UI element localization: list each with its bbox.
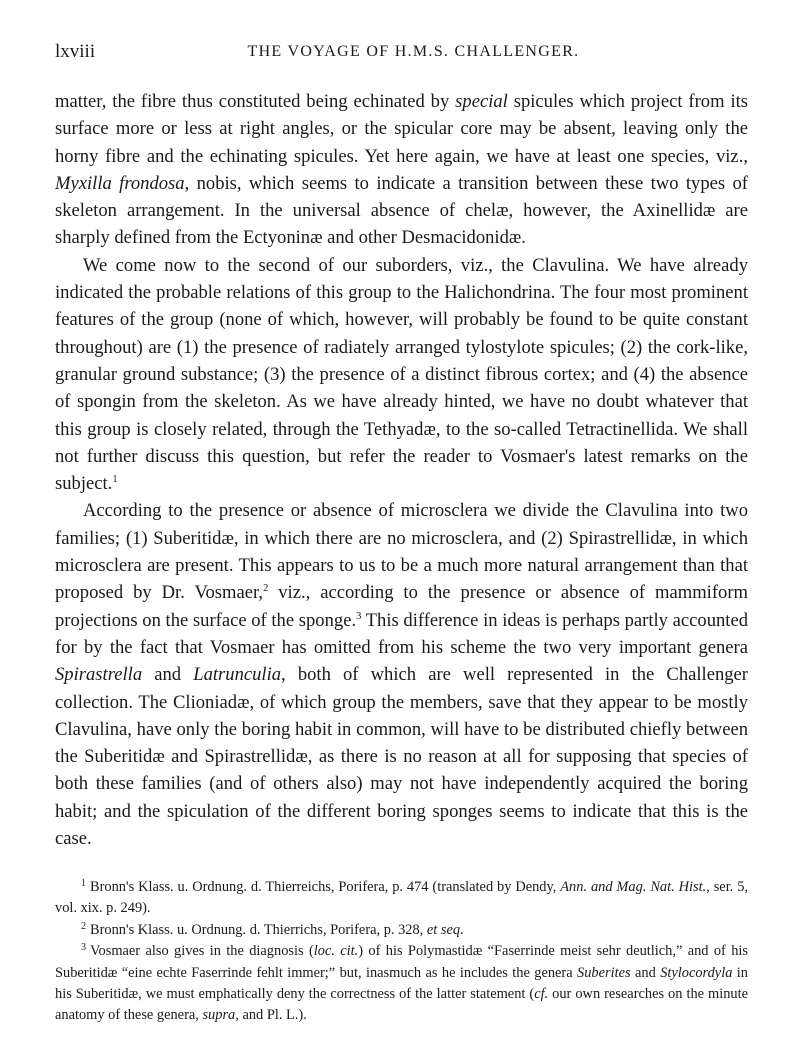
paragraph-1 — [55, 88, 748, 252]
text-run: , both of which are well represented in the Challenger collection. The Clioniadæ, of which group the members, save that they appear to be mostly Clavulina, have only the boring habit in common, will have to be distributed chiefly between the Suberitidæ and Spirastrellidæ, as there is no reason at all for supposing that species of both these families (and of others also) may not have independently acquired the boring habit; and the spiculation of the different boring sponges seems to indicate that this is the case. — [55, 664, 748, 850]
footnotes — [55, 877, 748, 1027]
italic-genus-suberites: Suberites — [577, 964, 631, 981]
footnote-number: 3 — [81, 942, 86, 954]
italic-loc-cit: loc. cit. — [313, 943, 359, 960]
text-run: spicules which project from its surface more or less at right angles, or the spicular core may be absent, leaving only the horny fibre and the echinating spicules. Yet here again, we have at least one species, viz., — [55, 91, 749, 167]
text-run: in his Suberitidæ, we must emphatically deny the correctness of the latter statement ( — [55, 964, 748, 1003]
footnote-number: 1 — [81, 878, 86, 889]
footnote-number: 2 — [81, 920, 86, 932]
paragraph-2 — [55, 252, 748, 498]
page-header — [55, 41, 748, 65]
text-run: . — [460, 921, 464, 938]
text-run: , ser. 5, vol. xix. p. 249). — [55, 879, 748, 917]
text-run: matter, the fibre thus constituted being echinated by — [55, 91, 456, 112]
italic-genus-stylocordyla: Stylocordyla — [660, 964, 733, 981]
footnote-2 — [55, 920, 748, 941]
text-run: and — [630, 964, 661, 981]
text-run: ) of his Polymastidæ “Faserrinde meist sehr deutlich,” and of his Suberitidæ “eine echte Faserrinde fehlt immer;” but, inasmuch as he includes the genera — [55, 943, 749, 981]
italic-term-special: special — [455, 91, 508, 112]
footnote-3 — [55, 941, 748, 1027]
running-title: THE VOYAGE OF H.M.S. CHALLENGER. — [247, 43, 580, 60]
text-run: According to the presence or absence of microsclera we divide the Clavulina into two families; (1) Suberitidæ, in which there are no microsclera, and (2) Spirastrellidæ, in which microsclera are present. This appears to us to be a much more natural arrangement than that proposed by Dr. Vosmaer, — [55, 500, 748, 604]
text-run: , nobis, which seems to indicate a transition between these two types of skeleton arrangement. In the universal absence of chelæ, however, the Axinellidæ are sharply defined from the Ectyoninæ and other Desmacidonidæ. — [55, 172, 748, 249]
text-run: , and Pl. L.). — [235, 1007, 307, 1024]
body-text — [55, 88, 748, 852]
footnote-ref-2[interactable]: 2 — [263, 583, 269, 595]
text-run: This difference in ideas is perhaps partly accounted for by the fact that Vosmaer has omitted from his scheme the two very important genera — [55, 609, 749, 658]
italic-species-myxilla-frondosa: Myxilla frondosa — [55, 172, 185, 194]
text-run: viz., according to the presence or absence of mammiform projections on the surface of the sponge. — [55, 582, 748, 631]
italic-genus-spirastrella: Spirastrella — [55, 664, 143, 686]
italic-et-seq: et seq — [426, 921, 461, 938]
paragraph-3 — [55, 497, 748, 852]
footnote-1 — [55, 877, 748, 920]
italic-journal-title: Ann. and Mag. Nat. Hist. — [560, 879, 707, 895]
text-run: our own researches on the minute anatomy of these genera, — [55, 986, 748, 1024]
italic-cf: cf. — [534, 986, 549, 1003]
footnote-ref-3[interactable]: 3 — [356, 610, 362, 622]
footnote-ref-1[interactable]: 1 — [112, 474, 118, 486]
text-run: and — [142, 664, 194, 686]
text-run: Bronn's Klass. u. Ordnung. d. Thierreichs, Porifera, p. 474 (translated by Dendy, — [90, 879, 561, 895]
page-number: lxviii — [55, 41, 96, 62]
text-run: Vosmaer also gives in the diagnosis ( — [90, 943, 314, 960]
text-run: Bronn's Klass. u. Ordnung. d. Thierrichs, Porifera, p. 328, — [90, 921, 427, 938]
italic-genus-latrunculia: Latrunculia — [193, 664, 282, 686]
text-run: We come now to the second of our suborders, viz., the Clavulina. We have already indicated the probable relations of this group to the Halichondrina. The four most prominent features of the group (none of which, however, will probably be found to be quite constant throughout) are (1) the presence of radiately arranged tylostylote spicules; (2) the cork-like, granular ground substance; (3) the presence of a distinct fibrous cortex; and (4) the absence of spongin from the skeleton. As we have already hinted, we have no doubt whatever that this group is closely related, through the Tethyadæ, to the so-called Tetractinellida. We shall not further discuss this question, but refer the reader to Vosmaer's latest remarks on the subject. — [55, 254, 748, 495]
italic-supra: supra — [202, 1007, 236, 1024]
